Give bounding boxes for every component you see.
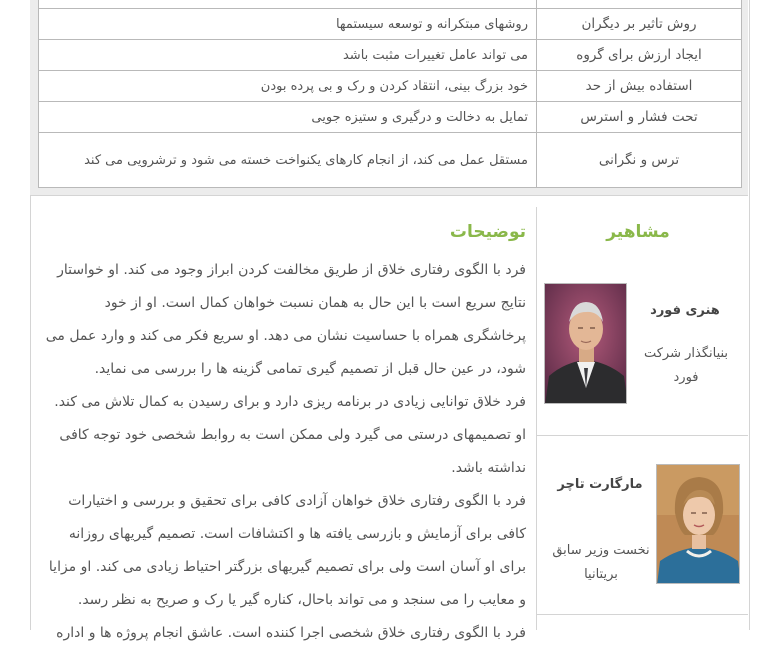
trait-key — [537, 0, 742, 9]
table-row — [39, 102, 742, 133]
trait-value: می تواند عامل تغییرات مثبت باشد — [39, 40, 537, 71]
column-divider — [536, 207, 537, 630]
trait-key: تحت فشار و استرس — [537, 102, 742, 133]
person-divider — [537, 614, 748, 615]
famous-people-header: مشاهیر — [606, 222, 670, 242]
table-row — [39, 0, 742, 9]
table-row — [39, 133, 742, 188]
henry-ford-portrait — [544, 283, 627, 404]
table-row — [39, 71, 742, 102]
description-text — [40, 254, 526, 650]
person-title: نخست وزیر سابق بریتانیا — [552, 543, 650, 582]
trait-value: تمایل به دخالت و درگیری و ستیزه جویی — [39, 102, 537, 133]
person-name: هنری فورد — [650, 303, 720, 318]
trait-key: روش تاثیر بر دیگران — [537, 9, 742, 40]
description-paragraph: فرد با الگوی رفتاری خلاق از طریق مخالفت کردن ابراز وجود می کند. او خواستار نتایج سریع است با این حال به همان نسبت خواهان کمال است. او از خود پرخاشگری همراه با حساسیت نشان می دهد. او سریع فکر می کند و وارد عمل می شود، در عین حال قبل از تصمیم گیری تمامی گزینه ها را بررسی می نماید. — [45, 262, 526, 377]
margaret-thatcher-portrait — [656, 464, 740, 584]
table-row — [39, 40, 742, 71]
person-name: مارگارت تاچر — [557, 477, 643, 492]
trait-key: ایجاد ارزش برای گروه — [537, 40, 742, 71]
person-divider — [537, 435, 748, 436]
description-paragraph: فرد با الگوی رفتاری خلاق خواهان آزادی کافی برای تحقیق و بررسی و اختیارات کافی برای آزمایش و بازرسی یافته ها و اکتشافات است. تصمیم گیریهای روزانه برای او آسان است ولی برای تصمیم گیریهای بزرگتر احتیاط زیادی می کند. او مزایا و معایب را می سنجد و می تواند باحال، کناره گیر یا رک و صریح به نظر رسد. — [48, 493, 526, 608]
trait-value: مستقل عمل می کند، از انجام کارهای یکنواخت خسته می شود و ترشرویی می کند — [39, 133, 537, 188]
description-header: توضیحات — [449, 222, 526, 242]
table-row — [39, 9, 742, 40]
person-title: بنیانگذار شرکت فورد — [643, 346, 729, 385]
trait-value — [39, 0, 537, 9]
trait-value: خود بزرگ بینی، انتقاد کردن و رک و بی پرده بودن — [39, 71, 537, 102]
description-paragraph: فرد خلاق توانایی زیادی در برنامه ریزی دارد و برای رسیدن به کمال تلاش می کند. او تصمیمهای درستی می گیرد ولی ممکن است به روابط شخصی خود توجه کافی نداشته باشد. — [54, 394, 526, 476]
trait-value: روشهای مبتکرانه و توسعه سیستمها — [39, 9, 537, 40]
trait-key: ترس و نگرانی — [537, 133, 742, 188]
description-paragraph: فرد با الگوی رفتاری خلاق شخصی اجرا کننده است. عاشق انجام پروژه ها و اداره — [56, 625, 526, 641]
traits-table — [38, 0, 742, 188]
trait-key: استفاده بیش از حد — [537, 71, 742, 102]
